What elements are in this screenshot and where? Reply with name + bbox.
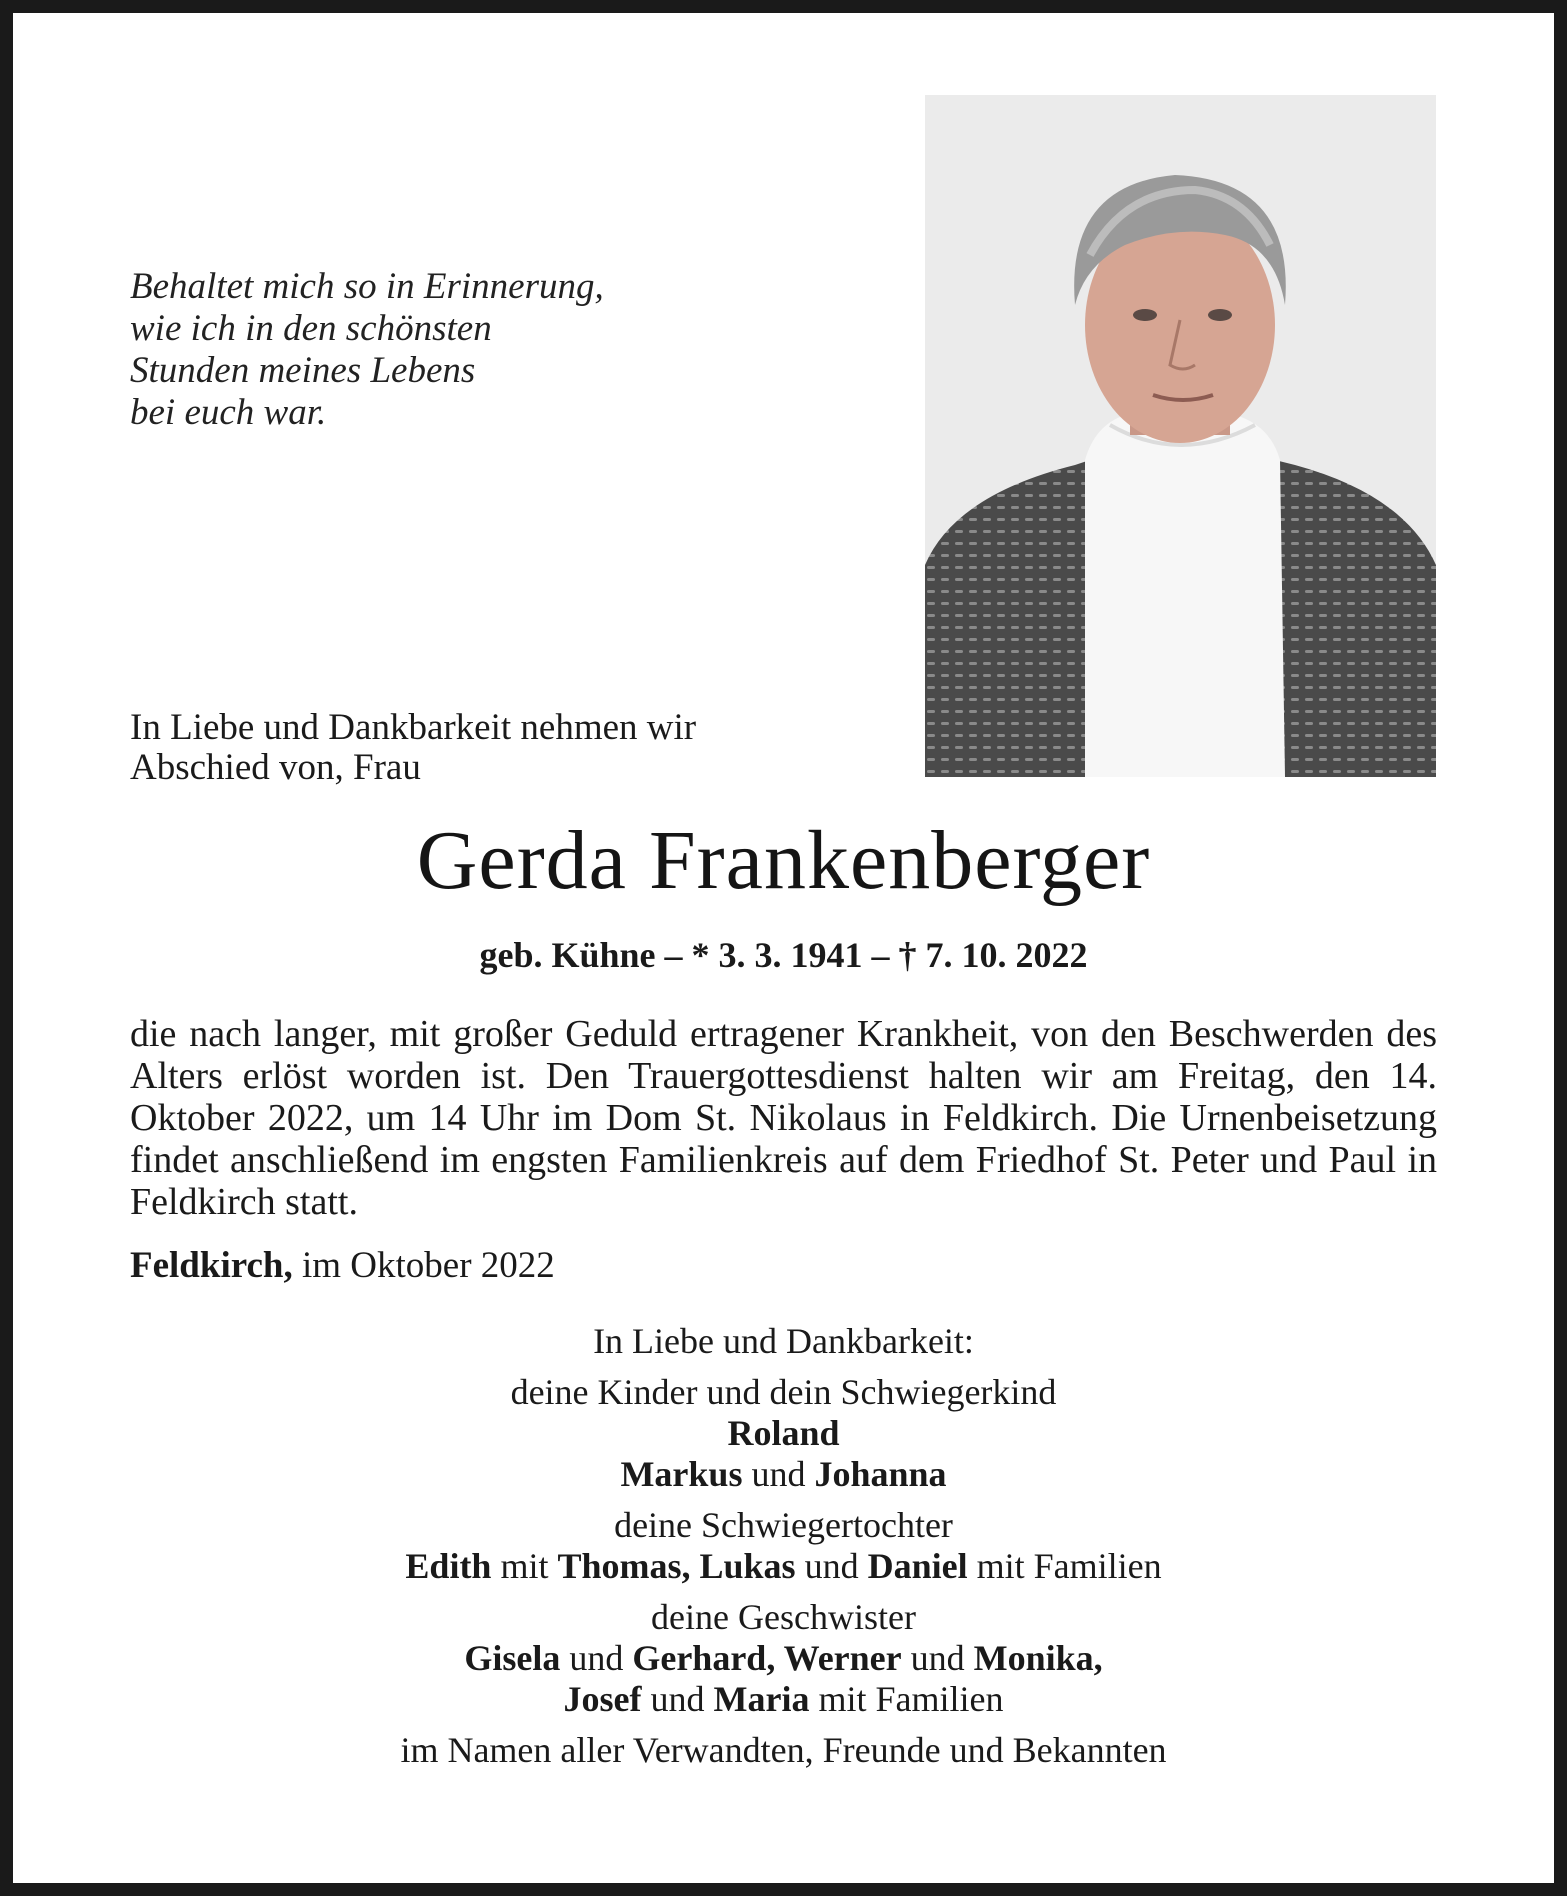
quote-line: Behaltet mich so in Erinnerung, (130, 266, 604, 307)
sibling-name: Josef (563, 1679, 642, 1719)
closing-footer: im Namen aller Verwandten, Freunde und Bekannten (400, 1730, 1167, 1770)
obituary-sheet (13, 13, 1554, 1883)
conjunction: und (751, 1454, 806, 1494)
children-label: deine Kinder und dein Schwiegerkind (510, 1372, 1057, 1412)
quote-line: bei euch war. (130, 392, 327, 433)
grandchildren-names: Thomas, Lukas (557, 1546, 796, 1586)
quote-line: Stunden meines Lebens (130, 350, 476, 391)
announcement-text: die nach langer, mit großer Geduld ertragener Krankheit, von den Beschwerden des Alters erlöst worden ist. Den Trauergottesdienst halten wir am Freitag, den 14. Oktober 2022, um 14 Uhr im Dom St. Nikolaus in Feldkirch. Die Urnenbeisetzung findet anschließend im engsten Familienkreis auf dem Friedhof St. Peter und Paul in Feldkirch statt. (130, 1013, 1437, 1223)
conjunction: und (650, 1679, 705, 1719)
daughter-in-law-label: deine Schwiegertochter (614, 1505, 953, 1545)
partner-name: Johanna (814, 1454, 947, 1494)
intro-line: In Liebe und Dankbarkeit nehmen wir (130, 707, 697, 748)
conjunction: und (804, 1546, 859, 1586)
memorial-quote (130, 266, 604, 434)
deceased-name: Gerda Frankenberger (416, 814, 1151, 907)
conjunction: mit (500, 1546, 549, 1586)
place-date (130, 1245, 555, 1287)
closing-heading: In Liebe und Dankbarkeit: (593, 1321, 974, 1361)
child-name: Markus (620, 1454, 743, 1494)
birth-death-dates: geb. Kühne – * 3. 3. 1941 – † 7. 10. 2022 (479, 935, 1088, 975)
intro-text (130, 708, 696, 788)
daughter-in-law-name: Edith (405, 1546, 492, 1586)
conjunction: und (910, 1638, 965, 1678)
sibling-name: Maria (713, 1679, 810, 1719)
portrait-illustration (925, 95, 1436, 777)
intro-line: Abschied von, Frau (130, 747, 421, 788)
child-name: Roland (727, 1413, 840, 1453)
family-signatures (13, 1321, 1554, 1771)
place-name: Feldkirch, (130, 1245, 293, 1286)
sibling-name: Gerhard, Werner (632, 1638, 902, 1678)
with-families: mit Familien (818, 1679, 1004, 1719)
sibling-name: Monika, (973, 1638, 1103, 1678)
conjunction: und (569, 1638, 624, 1678)
quote-line: wie ich in den schönsten (130, 308, 492, 349)
with-families: mit Familien (976, 1546, 1162, 1586)
siblings-label: deine Geschwister (651, 1597, 916, 1637)
portrait-photo (925, 95, 1436, 777)
grandchild-name: Daniel (867, 1546, 968, 1586)
sibling-name: Gisela (464, 1638, 561, 1678)
date-text: im Oktober 2022 (302, 1245, 555, 1286)
